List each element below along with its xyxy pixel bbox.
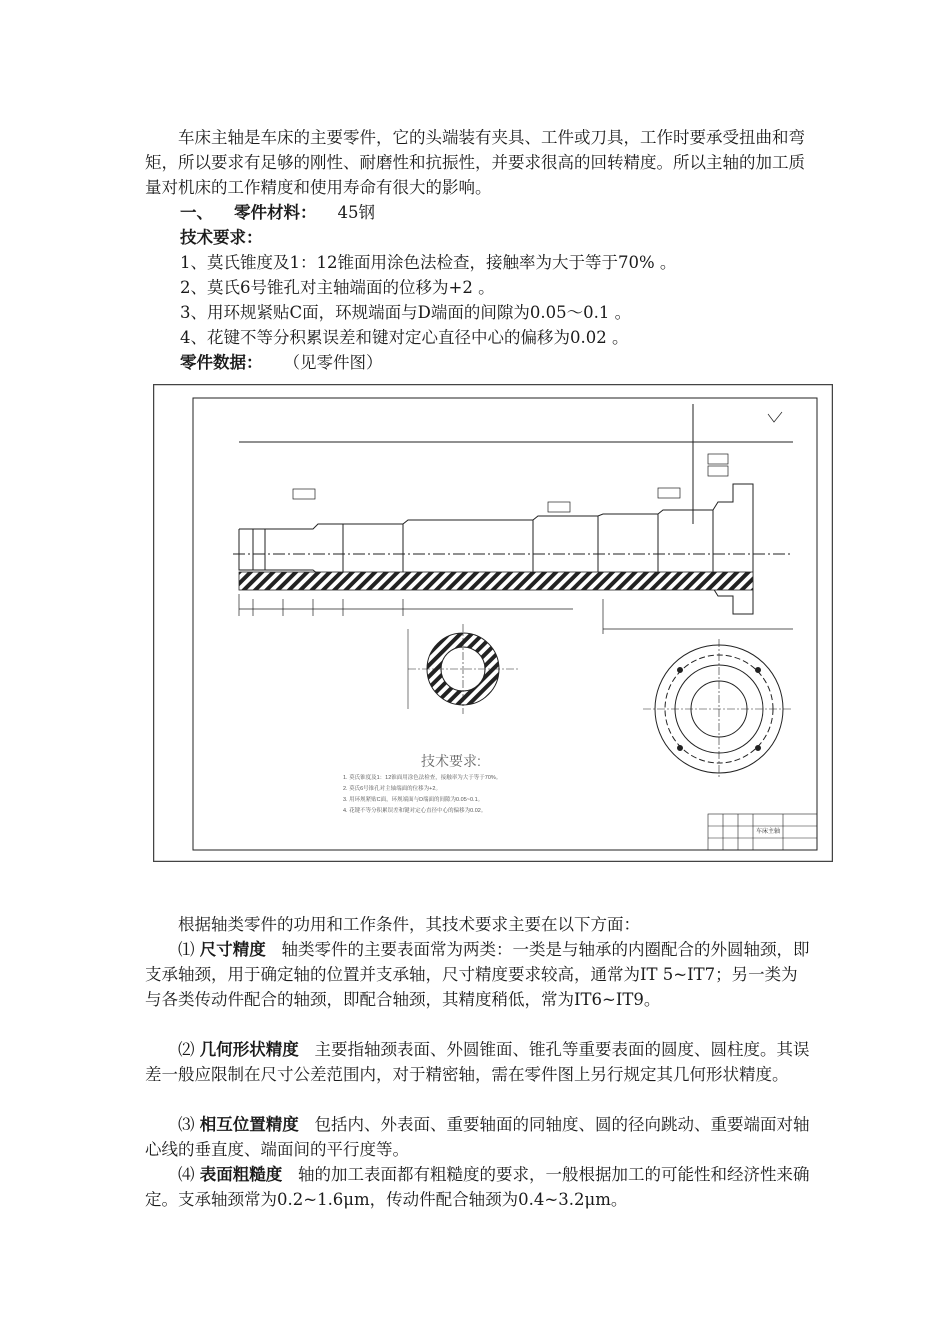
drawing-tech-1: 1. 莫氏锥度及1：12锥面用涂色法检查，接触率为大于等于70%。 [343,775,502,781]
tech-item-1: 1、莫氏锥度及1：12锥面用涂色法检查，接触率为大于等于70% 。 [180,253,677,272]
intro-paragraph: 车床主轴是车床的主要零件，它的头端装有夹具、工件或刀具，工作时要承受扭曲和弯矩，所以要求有足够的刚性、耐磨性和抗振性，并要求很高的回转精度。所以主轴的加工质量对机床的工作精度和使用寿命有很大的影响。 [145,128,805,197]
spindle-drawing [153,384,833,862]
req-4: ⑷ 表面粗糙度 轴的加工表面都有粗糙度的要求，一般根据加工的可能性和经济性来确定。支承轴颈常为0.2~1.6μm，传动件配合轴颈为0.4~3.2μm。 [145,1165,810,1209]
req-1: ⑴ 尺寸精度 轴类零件的主要表面常为两类：一类是与轴承的内圈配合的外圆轴颈，即支承轴颈，用于确定轴的位置并支承轴，尺寸精度要求较高，通常为IT 5~IT7；另一类为与各类传动件配合的轴颈，即配合轴颈，其精度稍低，常为IT6~IT9。 [145,940,810,1009]
req-3: ⑶ 相互位置精度 包括内、外表面、重要轴面的同轴度、圆的径向跳动、重要端面对轴心线的垂直度、端面间的平行度等。 [145,1115,810,1159]
material-value: 45钢 [337,203,375,222]
material-line [180,200,375,225]
drawing-tech-title: 技术要求: [421,753,481,769]
req-1-title: 尺寸精度 [199,940,266,959]
req-3-title: 相互位置精度 [199,1115,299,1134]
partdata-label: 零件数据： [180,353,263,372]
tech-item-2: 2、莫氏6号锥孔对主轴端面的位移为+2 。 [180,278,495,297]
partdata-line [180,350,382,375]
tech-item-3: 3、用环规紧贴C面，环规端面与D端面的间隙为0.05～0.1 。 [180,303,632,322]
drawing-tech-3: 3. 用环规紧贴C面，环规端面与D端面的间隙为0.05~0.1。 [343,797,484,803]
drawing-tech-2: 2. 莫氏6号锥孔对主轴端面的位移为+2。 [343,786,441,792]
tech-heading: 技术要求： [180,228,263,247]
material-label: 零件材料： [233,203,317,222]
req-4-title: 表面粗糙度 [199,1165,283,1184]
material-num: 一、 [180,203,213,222]
tech-item-4: 4、花键不等分积累误差和键对定心直径中心的偏移为0.02 。 [180,328,629,347]
title-block-name: 车床主轴 [756,829,781,835]
partdata-value: （见零件图） [283,353,383,372]
drawing-tech-4: 4. 花键不等分积累误差和键对定心直径中心的偏移为0.02。 [343,808,487,814]
req-2-title: 几何形状精度 [199,1040,299,1059]
req-2: ⑵ 几何形状精度 主要指轴颈表面、外圆锥面、锥孔等重要表面的圆度、圆柱度。其误差一般应限制在尺寸公差范围内，对于精密轴，需在零件图上另行规定其几何形状精度。 [145,1040,810,1084]
reqs-intro: 根据轴类零件的功用和工作条件，其技术要求主要在以下方面： [178,915,640,934]
section-hatch [239,572,753,590]
